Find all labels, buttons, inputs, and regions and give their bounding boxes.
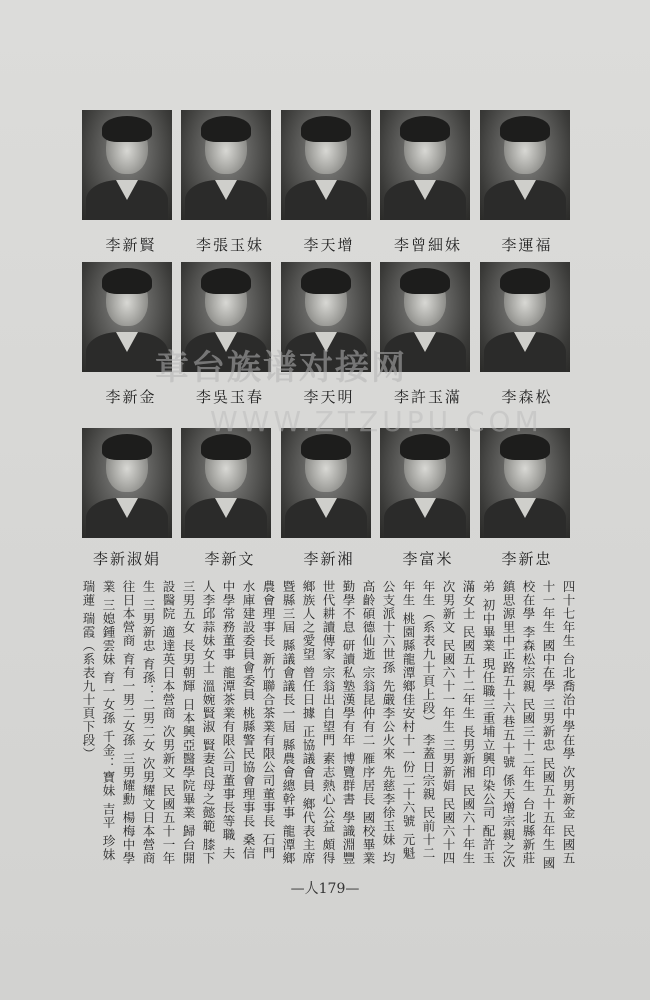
portrait-photo [281, 110, 371, 220]
watermark-text: 章台族谱对接网 [155, 348, 407, 388]
page-number: —人179— [290, 881, 360, 897]
portrait-caption: 李天增 [303, 236, 355, 254]
portrait-caption: 李新賢 [105, 236, 157, 254]
biography-paragraph: 四十七年生 台北喬治中學在學 次男新金 民國五十一年生 國中在學 三男新忠 民國五十五年生 國校在學 李森松宗親 民國三十二年生 台北縣新莊鎮思源里中正路五十六巷五十號 係天增宗親之次弟 初中畢業 現任職三重埔立興印染公司 配許玉滿女士 民國五十二年生 長男新湘 民國六十年生 次男新文 民國六十一年生 三男新娟 民國六十四年生（系表九十頁上段） 李蓋日宗親 民前十二年生 桃園縣龍潭鄉佳安村十一份二十六號 元魁公支派十六世孫 先嚴李公火來 先慈李徐玉妹 均高齡碩德仙逝 宗翁昆仲有二 雁序居長 國校畢業 勤學不息 研讀私塾漢學有年 博覽群書 學識淵豐 世代耕讀傳家 宗翁出自望門 素志熱心公益 頗得鄉族人之愛望 曾任日據 正協議會員 鄉代表主席暨縣三屆 縣議會議長一屆 縣農會總幹事 龍潭鄉農會理事長 新竹聯合茶業有限公司董事長 石門水庫建設委員會委員 桃縣警民協會理事長 桑信中學常務董事 龍潭茶業有限公司董事長等職 夫人李邱蒜妹女士 溫婉賢淑 賢妻良母之懿範 膝下三男五女 長男朝輝 日本興亞醫學院畢業 歸台開設醫院 適達英日本營商 次男新文 民國五十一年生 三男新忠 育孫：二男二女 次男耀文日本營商 往日本營商 育有一男二女孫 三男耀勳 楊梅中學業 三媳鍾雲妹 育一女孫 千金：寶妹 吉平 珍妹 瑞蓮 瑞霞（系表九十頁下段） [81, 580, 576, 870]
portrait-caption: 李曾細妹 [393, 236, 462, 254]
portrait-caption: 李新金 [105, 388, 157, 406]
portrait-caption: 李新湘 [303, 550, 355, 568]
portrait-photo [380, 110, 470, 220]
portrait-caption: 李許玉滿 [393, 388, 462, 406]
portrait-photo [82, 428, 172, 538]
portrait-caption: 李新忠 [501, 550, 553, 568]
portrait-caption: 李運福 [501, 236, 553, 254]
portrait-photo [380, 428, 470, 538]
portrait-photo [281, 428, 371, 538]
portrait-photo [480, 110, 570, 220]
portrait-photo [480, 428, 570, 538]
photo-row-1 [82, 110, 570, 220]
portrait-photo [480, 262, 570, 372]
watermark-url: WWW.ZTZUPU.COM [210, 405, 543, 438]
portrait-photo [181, 428, 271, 538]
portrait-caption: 李吳玉春 [195, 388, 264, 406]
portrait-caption: 李森松 [501, 388, 553, 406]
biography-text [78, 580, 578, 870]
portrait-caption: 李天明 [303, 388, 355, 406]
portrait-photo [82, 110, 172, 220]
photo-row-3 [82, 428, 570, 538]
portrait-photo [181, 110, 271, 220]
portrait-caption: 李新文 [204, 550, 256, 568]
portrait-caption: 李張玉妹 [195, 236, 264, 254]
portrait-caption: 李新淑娟 [92, 550, 161, 568]
portrait-caption: 李富米 [402, 550, 454, 568]
